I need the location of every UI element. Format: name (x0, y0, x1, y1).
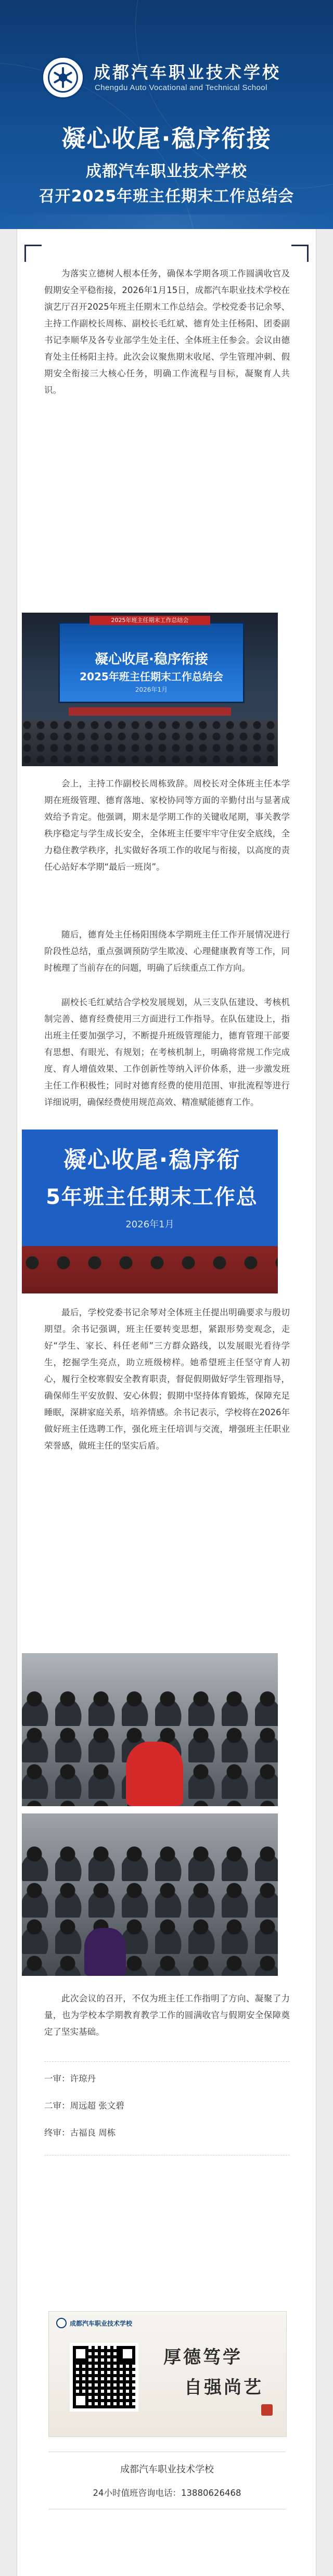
speakers-row (22, 1252, 278, 1273)
school-logo-icon (42, 56, 84, 99)
page-footer (17, 2285, 316, 2576)
audience-crowd (22, 720, 278, 766)
audience-crowd (22, 1845, 278, 1976)
banner-title: 凝心收尾·稳序衔 (63, 1147, 241, 1173)
article-paragraph: 此次会议的召开，不仅为班主任工作指明了方向、凝聚了力量，也为学校本学期教育教学工作的圆满收官与假期安全保障奠定了坚实基础。 (44, 1994, 290, 2037)
meeting-photo-banner (22, 1130, 278, 1293)
corner-decoration (291, 245, 309, 262)
article-paragraph: 会上，主持工作副校长周栋致辞。周校长对全体班主任本学期在班级管理、德育落地、家校协同等方面的辛勤付出与显著成效给予肯定。他强调，期末是学期工作的关键收尾期，事关教学秩序稳定与学生成长安全，全体班主任要牢牢守住安全底线，全力稳住教学秩序，扎实做好各项工作的收尾与衔接，以高度的责任心站好本学期“最后一班岗”。 (44, 779, 290, 872)
seal-stamp-icon (261, 2404, 273, 2416)
footer-school-name: 成都汽车职业技术学校 (120, 2464, 214, 2475)
audience-member (84, 1928, 126, 1976)
meeting-photo-audience (22, 1813, 278, 1976)
meeting-photo-stage (22, 613, 278, 766)
school-name-en: Chengdu Auto Vocational and Technical School (95, 83, 267, 92)
meeting-photo-audience (22, 1653, 278, 1806)
screen-title: 凝心收尾·稳序衔接 (95, 652, 208, 667)
school-logo-icon (56, 2318, 67, 2328)
article-paragraph: 最后，学校党委书记余琴对全体班主任提出明确要求与殷切期望。余书记强调，班主任要转变思想，紧跟形势变观念，走好“学生、家长、科任老师”三方群众路线，以发展眼光看待学生，挖掘学生亮点，助立班级榜样。她希望班主任坚守育人初心，履行全校寒假安全教育职责，督促假期做好学生管理指导，确保师生平安放假、安心休假；假期中坚持体育锻炼，保障充足睡眠，深耕家庭关系，培养情感。余书记表示，学校将在2026年做好班主任选聘工作，强化班主任培训与交流，增强班主任职业荣誉感，做班主任的坚实后盾。 (44, 1308, 290, 1451)
footer-phone[interactable]: 24小时值班咨询电话：13880626468 (93, 2488, 241, 2498)
screen-date: 2026年1月 (135, 686, 168, 693)
podium-table (69, 707, 231, 716)
audience-member (126, 1742, 183, 1806)
article-header (0, 0, 333, 229)
decorative-stripe (0, 214, 333, 229)
credit-final-review: 终审：古福良 周栋 (44, 2128, 116, 2138)
corner-decoration (24, 245, 42, 262)
credit-first-review: 一审：许琼丹 (44, 2074, 96, 2084)
qr-code-icon[interactable] (70, 2343, 138, 2412)
banner-subtitle: 5年班主任期末工作总 (46, 1185, 258, 1209)
school-promo-card (48, 2311, 287, 2437)
page-subtitle: 成都汽车职业技术学校 (86, 162, 247, 181)
school-slogan: 自强尚艺 (184, 2377, 263, 2398)
stage-screen (58, 622, 245, 703)
banner-date: 2026年1月 (125, 1219, 174, 1230)
school-name-small: 成都汽车职业技术学校 (70, 2320, 133, 2327)
page-subtitle: 召开2025年班主任期末工作总结会 (39, 187, 294, 206)
school-slogan: 厚德笃学 (163, 2347, 242, 2368)
article-paragraph: 副校长毛红斌结合学校发展规划，从三支队伍建设、考核机制完善、德育经费使用三方面进行工作指导。在队伍建设上，指出班主任要加强学习，不断提升班级管理能力，德育管理干部要有思想、有眼光、有规划；在考核机制上，明确将常规工作完成度、育人增值效果、工作创新性等纳入评价体系，进一步激发班主任工作积极性；同时对德育经费的使用范围、审批流程等进行详细说明，确保经费使用规范高效、精准赋能德育工作。 (44, 997, 290, 1107)
article-paragraph: 为落实立德树人根本任务，确保本学期各项工作圆满收官及假期安全平稳衔接，2026年1月15日，成都汽车职业技术学校在演艺厅召开2025年班主任期末工作总结会。学校党委书记余琴、主持工作副校长周栋、副校长毛红斌、德育处主任杨阳、团委副书记李顺华及各专业部学生处主任、全体班主任参会。会议由德育处主任杨阳主持。此次会议聚焦期末收尾、学生管理冲刺、假期安全衔接三大核心任务，明确工作流程与目标，凝聚育人共识。 (44, 269, 290, 395)
article-paragraph: 随后，德育处主任杨阳围绕本学期班主任工作开展情况进行阶段性总结，重点强调预防学生欺凌、心理健康教育等工作，同时梳理了当前存在的问题，明确了后续重点工作方向。 (44, 930, 290, 973)
page-title: 凝心收尾·稳序衔接 (61, 124, 272, 153)
divider (44, 2061, 290, 2062)
credit-second-review: 二审：周远超 张文碧 (44, 2101, 124, 2111)
screen-subtitle: 2025年班主任期末工作总结会 (80, 670, 223, 683)
stage-banner: 2025年班主任期末工作总结会 (89, 616, 210, 625)
school-name-cn: 成都汽车职业技术学校 (94, 62, 281, 82)
